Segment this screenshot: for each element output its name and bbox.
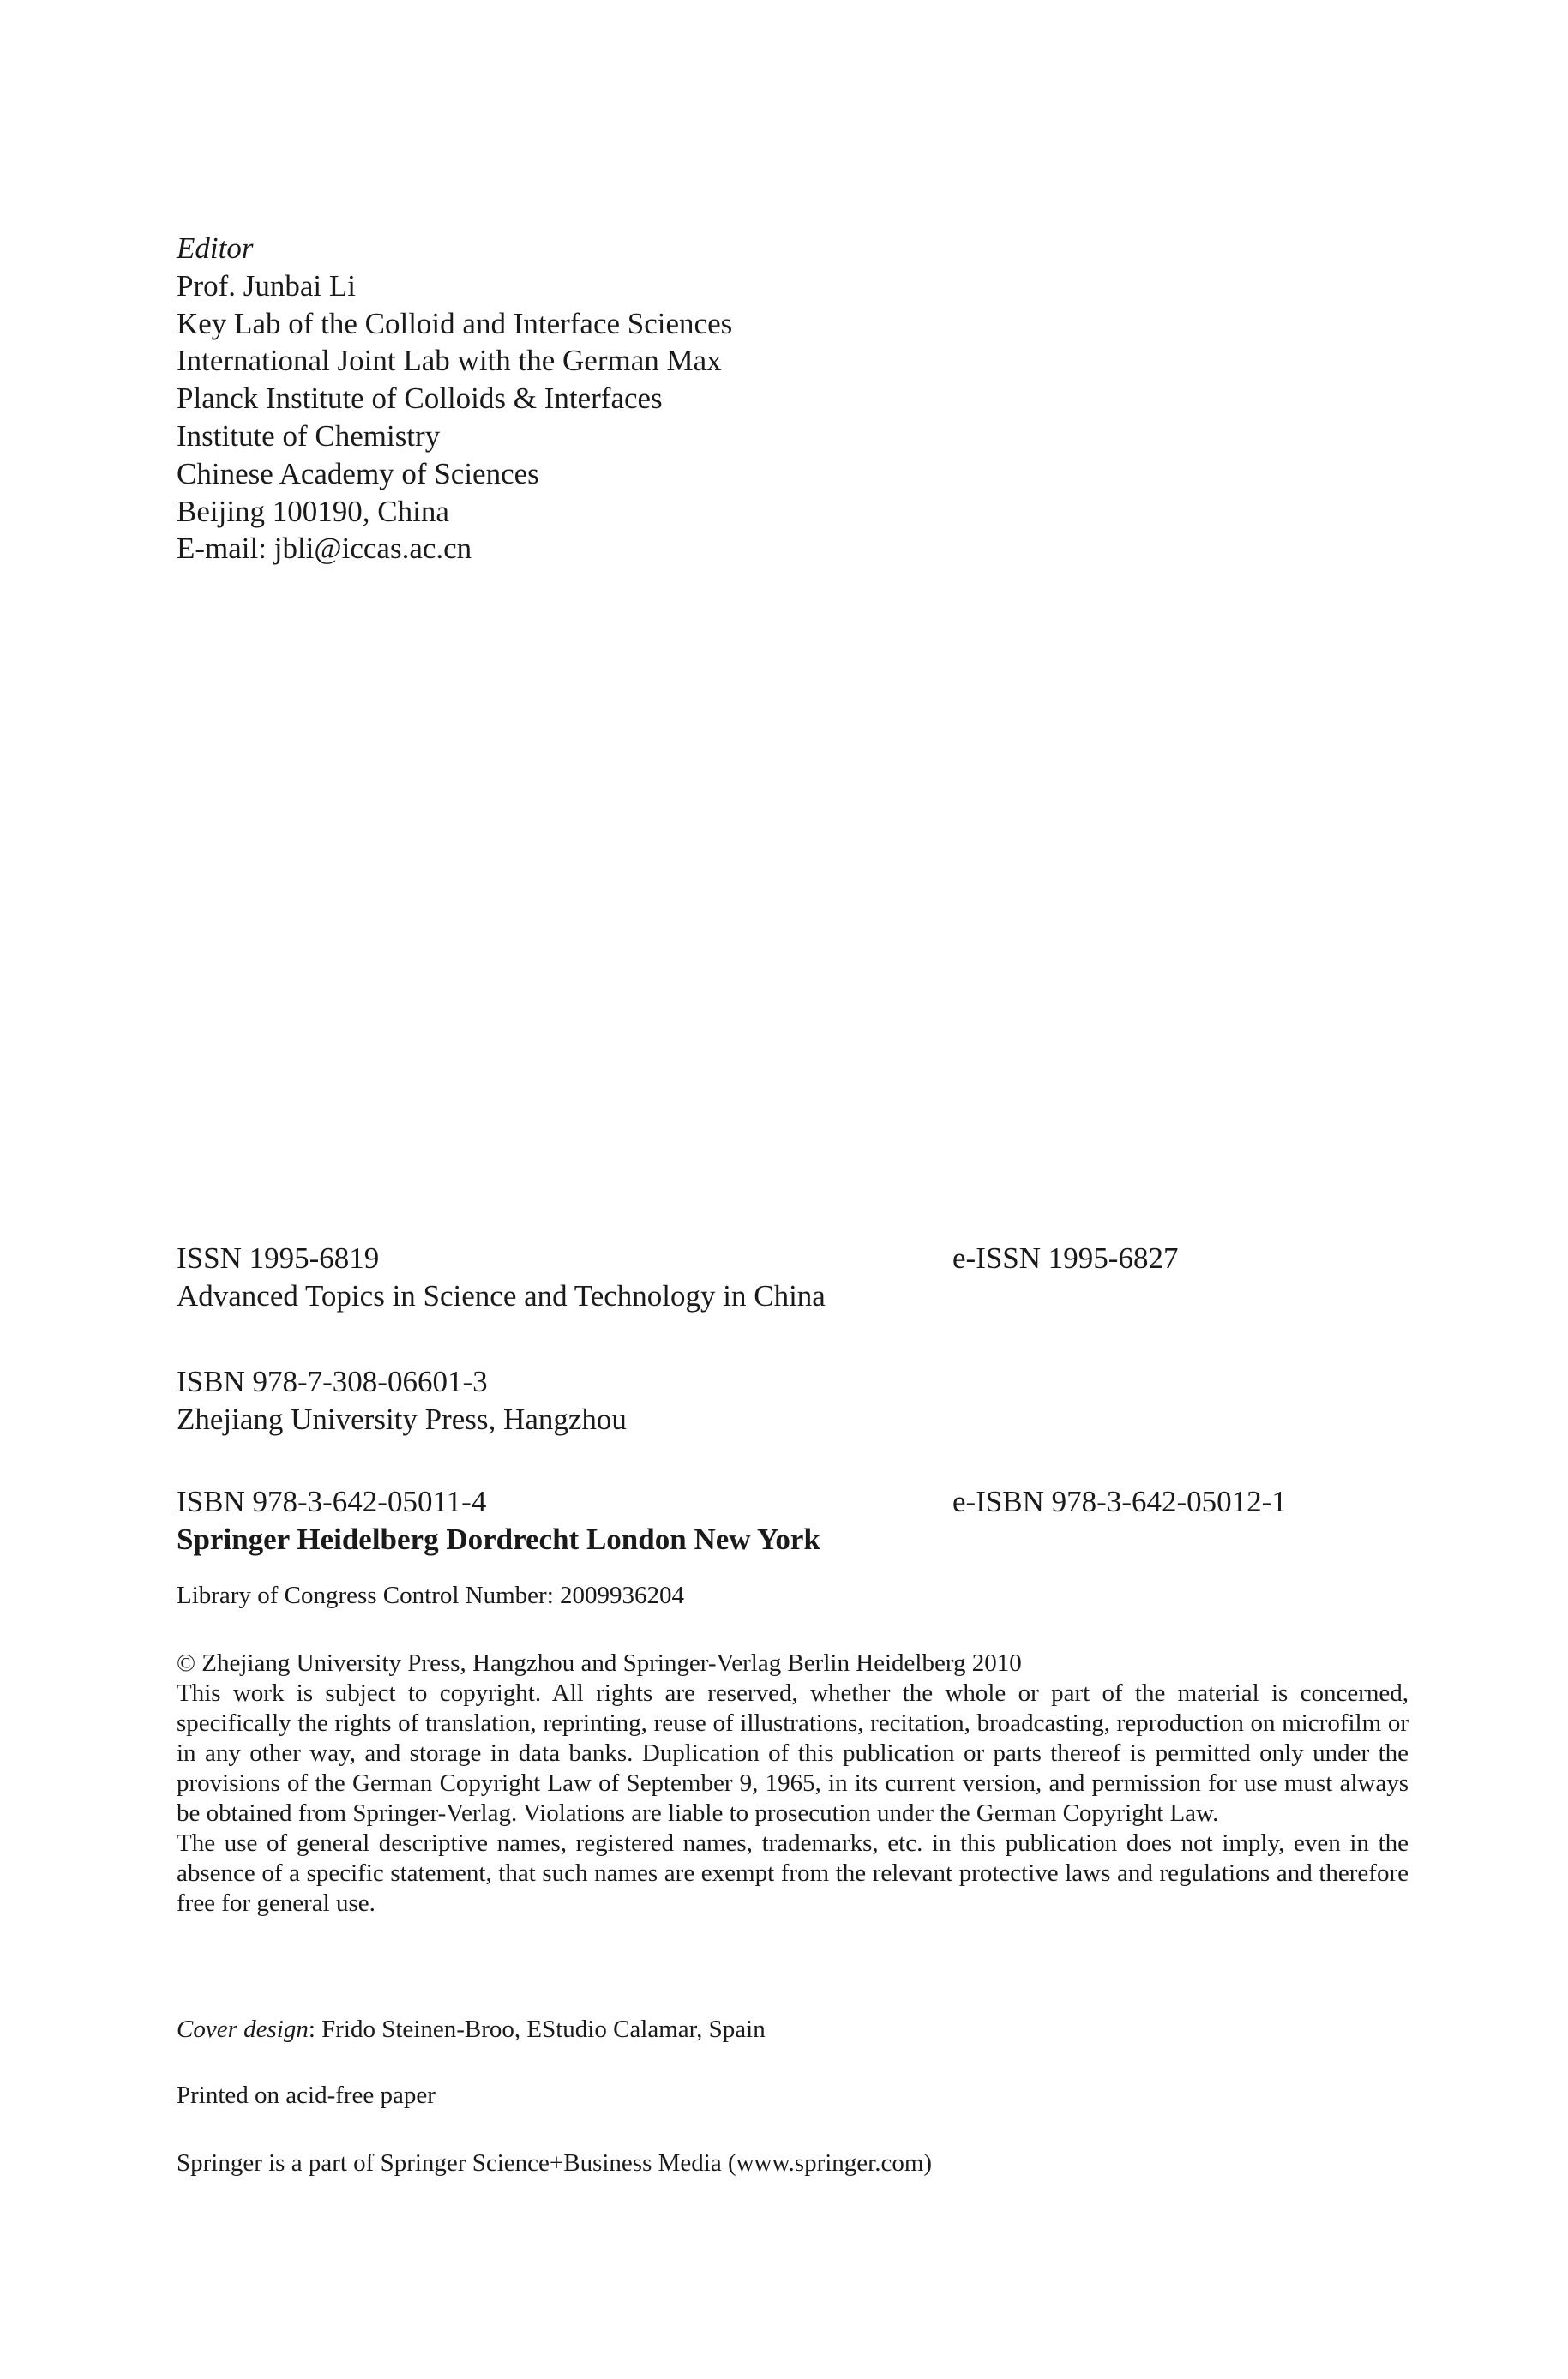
editor-email: E-mail: jbli@iccas.ac.cn xyxy=(177,532,472,566)
zju-publisher: Zhejiang University Press, Hangzhou xyxy=(177,1403,627,1436)
editor-affiliation-line: Planck Institute of Colloids & Interfaces xyxy=(177,381,663,416)
series-title: Advanced Topics in Science and Technology in China xyxy=(177,1279,826,1313)
editor-name: Prof. Junbai Li xyxy=(177,268,357,303)
zju-isbn-block xyxy=(177,1363,1409,1439)
editor-affiliation-line: Institute of Chemistry xyxy=(177,418,441,453)
editor-affiliation-line: Chinese Academy of Sciences xyxy=(177,456,539,490)
copyright-paragraph: This work is subject to copyright. All rights are reserved, whether the whole or part of the material is concerned, specifically the rights of translation, reprinting, reuse of illustrations, recitation, broadcasting, reproduction on microfilm or in any other way, and storage in data banks. Duplication of this publication or parts thereof is permitted only under the provisions of the German Copyright Law of September 9, 1965, in its current version, and permission for use must always be obtained from Springer-Verlag. Violations are liable to prosecution under the German Copyright Law. xyxy=(177,1679,1409,1827)
series-eissn: e-ISSN 1995-6827 xyxy=(952,1241,1179,1275)
springer-eisbn: e-ISBN 978-3-642-05012-1 xyxy=(952,1485,1287,1518)
editor-affiliation-line: Key Lab of the Colloid and Interface Sciences xyxy=(177,306,733,340)
editor-address: Beijing 100190, China xyxy=(177,494,449,528)
copyright-notice: © Zhejiang University Press, Hangzhou and Springer-Verlag Berlin Heidelberg 2010 xyxy=(177,1649,1022,1677)
cover-design-label: Cover design xyxy=(177,2016,309,2043)
editor-affiliation-line: International Joint Lab with the German Max xyxy=(177,344,722,378)
trademark-paragraph: The use of general descriptive names, registered names, trademarks, etc. in this publication does not imply, even in the absence of a specific statement, that such names are exempt from the relevant protective laws and regulations and therefore free for general use. xyxy=(177,1829,1409,1917)
cover-design-value: : Frido Steinen-Broo, EStudio Calamar, Spain xyxy=(308,2016,766,2043)
editor-role: Editor xyxy=(177,231,254,265)
printed-note: Printed on acid-free paper xyxy=(177,2082,436,2109)
springer-isbn: ISBN 978-3-642-05011-4 xyxy=(177,1485,487,1518)
series-issn-block xyxy=(177,1240,1409,1315)
springer-isbn-block xyxy=(177,1483,1409,1559)
editor-block xyxy=(177,230,732,568)
series-issn: ISSN 1995-6819 xyxy=(177,1241,380,1275)
cover-design-credit xyxy=(177,2015,1409,2045)
zju-isbn: ISBN 978-7-308-06601-3 xyxy=(177,1365,488,1398)
lccn: Library of Congress Control Number: 2009936204 xyxy=(177,1582,685,1609)
springer-note: Springer is a part of Springer Science+Business Media (www.springer.com) xyxy=(177,2149,933,2177)
copyright-block xyxy=(177,1649,1409,1919)
springer-publisher: Springer Heidelberg Dordrecht London New York xyxy=(177,1523,820,1556)
